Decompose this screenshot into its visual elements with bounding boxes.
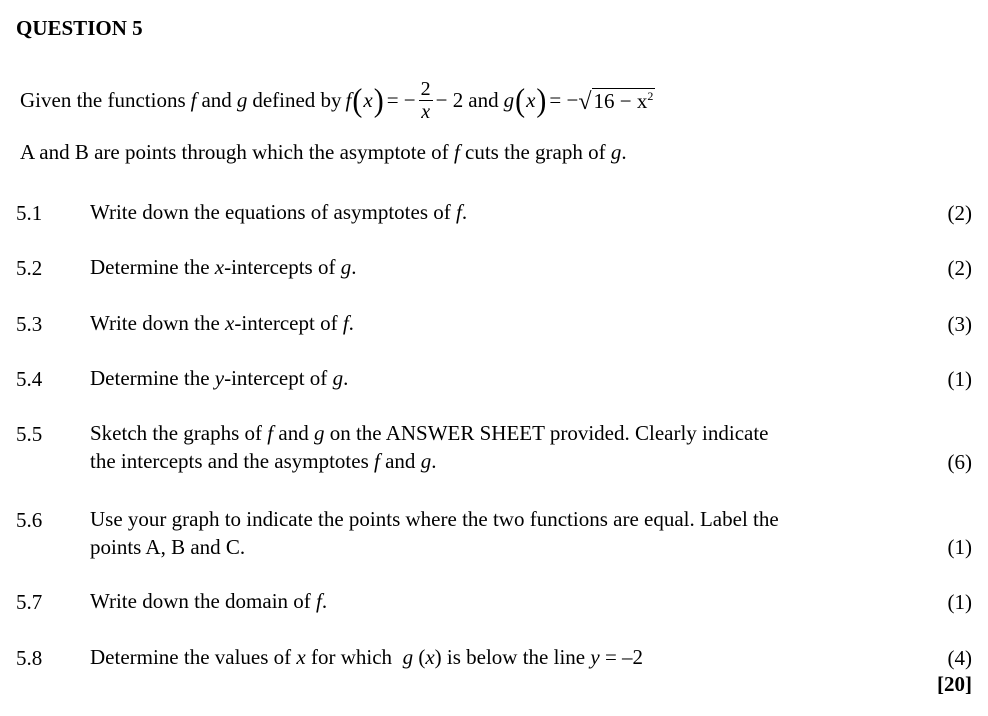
intro2-text-b: cuts the graph of bbox=[465, 140, 606, 164]
q55-text-b: and bbox=[278, 421, 309, 445]
question-marks: (3) bbox=[947, 312, 972, 336]
q56-line-1: Use your graph to indicate the points where the two functions are equal. Label the bbox=[90, 507, 779, 531]
question-text-5-7 bbox=[90, 587, 910, 615]
question-title: QUESTION 5 bbox=[16, 16, 143, 40]
q56-line-2: points A, B and C. bbox=[90, 535, 246, 559]
q51-end: . bbox=[461, 200, 468, 224]
f-definition bbox=[346, 78, 464, 123]
question-text-5-4 bbox=[90, 364, 910, 392]
question-marks: (1) bbox=[947, 367, 972, 391]
fraction-numerator: 2 bbox=[420, 78, 431, 100]
paren-close: ) bbox=[536, 81, 547, 119]
q57-f: f bbox=[316, 589, 322, 613]
q51-f: f bbox=[456, 200, 462, 224]
q54-g: g bbox=[332, 366, 344, 390]
question-text-5-3 bbox=[90, 309, 910, 337]
q54-text-a: Determine the bbox=[90, 366, 210, 390]
intro2-text-a: A and B are points through which the asymptote of bbox=[20, 140, 449, 164]
q53-f: f bbox=[342, 311, 349, 335]
q58-text-a: Determine the values of bbox=[90, 645, 292, 669]
f-tail: − 2 bbox=[435, 88, 464, 112]
q58-paren-open: ( bbox=[418, 645, 426, 669]
paren-close: ) bbox=[373, 81, 384, 119]
f-equals: = − bbox=[386, 88, 416, 112]
g-definition bbox=[503, 81, 656, 119]
question-marks: (2) bbox=[947, 256, 972, 280]
q57-text: Write down the domain of bbox=[90, 589, 311, 613]
q55-line-1 bbox=[90, 419, 910, 447]
question-number: 5.7 bbox=[16, 590, 43, 614]
question-text-5-1 bbox=[90, 198, 910, 226]
question-text-5-6 bbox=[90, 505, 910, 561]
q58-y: y bbox=[590, 645, 600, 669]
question-number: 5.4 bbox=[16, 367, 43, 391]
q55-line-2 bbox=[90, 447, 910, 475]
intro2-f: f bbox=[453, 140, 460, 164]
q55-f: f bbox=[267, 421, 274, 445]
radicand-text: 16 − x bbox=[593, 88, 648, 113]
question-marks: (6) bbox=[947, 450, 972, 474]
question-number: 5.5 bbox=[16, 422, 43, 446]
intro-prefix: Given the functions bbox=[20, 88, 186, 112]
g-equals: = − bbox=[549, 88, 579, 112]
q55-text-c: on the ANSWER SHEET provided. Clearly indicate bbox=[329, 421, 769, 445]
q55-text-d: the intercepts and the asymptotes bbox=[90, 449, 369, 473]
q58-text-b: for which bbox=[311, 645, 393, 669]
q58-text-c: is below the line bbox=[446, 645, 586, 669]
q54-text-b: -intercept of bbox=[224, 366, 328, 390]
intro-line-1 bbox=[20, 78, 655, 123]
question-marks: (4) bbox=[947, 646, 972, 670]
fraction-denominator: x bbox=[421, 101, 431, 123]
q53-text-a: Write down the bbox=[90, 311, 220, 335]
paren-open: ( bbox=[515, 81, 526, 119]
question-text-5-8 bbox=[90, 643, 910, 671]
q52-text-b: -intercepts of bbox=[224, 255, 336, 279]
f-name: f bbox=[345, 88, 352, 112]
question-marks: (1) bbox=[947, 590, 972, 614]
intro-and1: and bbox=[201, 88, 232, 112]
q55-text-e: and bbox=[385, 449, 416, 473]
question-number: 5.6 bbox=[16, 508, 43, 532]
q55-g: g bbox=[313, 421, 325, 445]
q55-text-a: Sketch the graphs of bbox=[90, 421, 263, 445]
intro2-end: . bbox=[621, 140, 627, 164]
q55-end: . bbox=[431, 449, 437, 473]
question-number: 5.3 bbox=[16, 312, 43, 336]
intro-defined-by: defined by bbox=[252, 88, 342, 112]
q58-g: g bbox=[402, 645, 414, 669]
paren-open: ( bbox=[352, 81, 363, 119]
g-name: g bbox=[503, 88, 515, 112]
q58-gx-var: x bbox=[425, 645, 435, 669]
radicand bbox=[592, 88, 656, 114]
radical-sign: √ bbox=[578, 88, 592, 115]
q57-end: . bbox=[321, 589, 328, 613]
q52-x: x bbox=[214, 255, 225, 279]
intro-line-2 bbox=[20, 140, 627, 165]
q51-text: Write down the equations of asymptotes of bbox=[90, 200, 451, 224]
intro-g: g bbox=[236, 88, 248, 112]
intro-and2: and bbox=[468, 88, 499, 112]
question-number: 5.2 bbox=[16, 256, 43, 280]
g-var: x bbox=[526, 88, 536, 112]
q53-text-b: -intercept of bbox=[234, 311, 338, 335]
f-var: x bbox=[363, 88, 373, 112]
q54-end: . bbox=[343, 366, 349, 390]
q52-g: g bbox=[340, 255, 352, 279]
total-marks: [20] bbox=[937, 672, 972, 696]
question-text-5-5 bbox=[90, 419, 910, 475]
square-root bbox=[578, 88, 655, 114]
question-marks: (1) bbox=[947, 535, 972, 559]
q52-text-a: Determine the bbox=[90, 255, 210, 279]
intro-f: f bbox=[190, 88, 197, 112]
q58-x: x bbox=[296, 645, 306, 669]
q55-g2: g bbox=[420, 449, 432, 473]
q54-y: y bbox=[214, 366, 225, 390]
intro2-g: g bbox=[610, 140, 622, 164]
question-marks: (2) bbox=[947, 201, 972, 225]
q52-end: . bbox=[351, 255, 357, 279]
fraction bbox=[419, 78, 433, 123]
question-number: 5.1 bbox=[16, 201, 43, 225]
exponent: 2 bbox=[647, 88, 654, 103]
q55-f2: f bbox=[374, 449, 380, 473]
q53-x: x bbox=[225, 311, 235, 335]
question-number: 5.8 bbox=[16, 646, 43, 670]
q58-text-d: = –2 bbox=[604, 645, 644, 669]
q58-paren-close: ) bbox=[434, 645, 442, 669]
q53-end: . bbox=[348, 311, 354, 335]
question-text-5-2 bbox=[90, 253, 910, 281]
